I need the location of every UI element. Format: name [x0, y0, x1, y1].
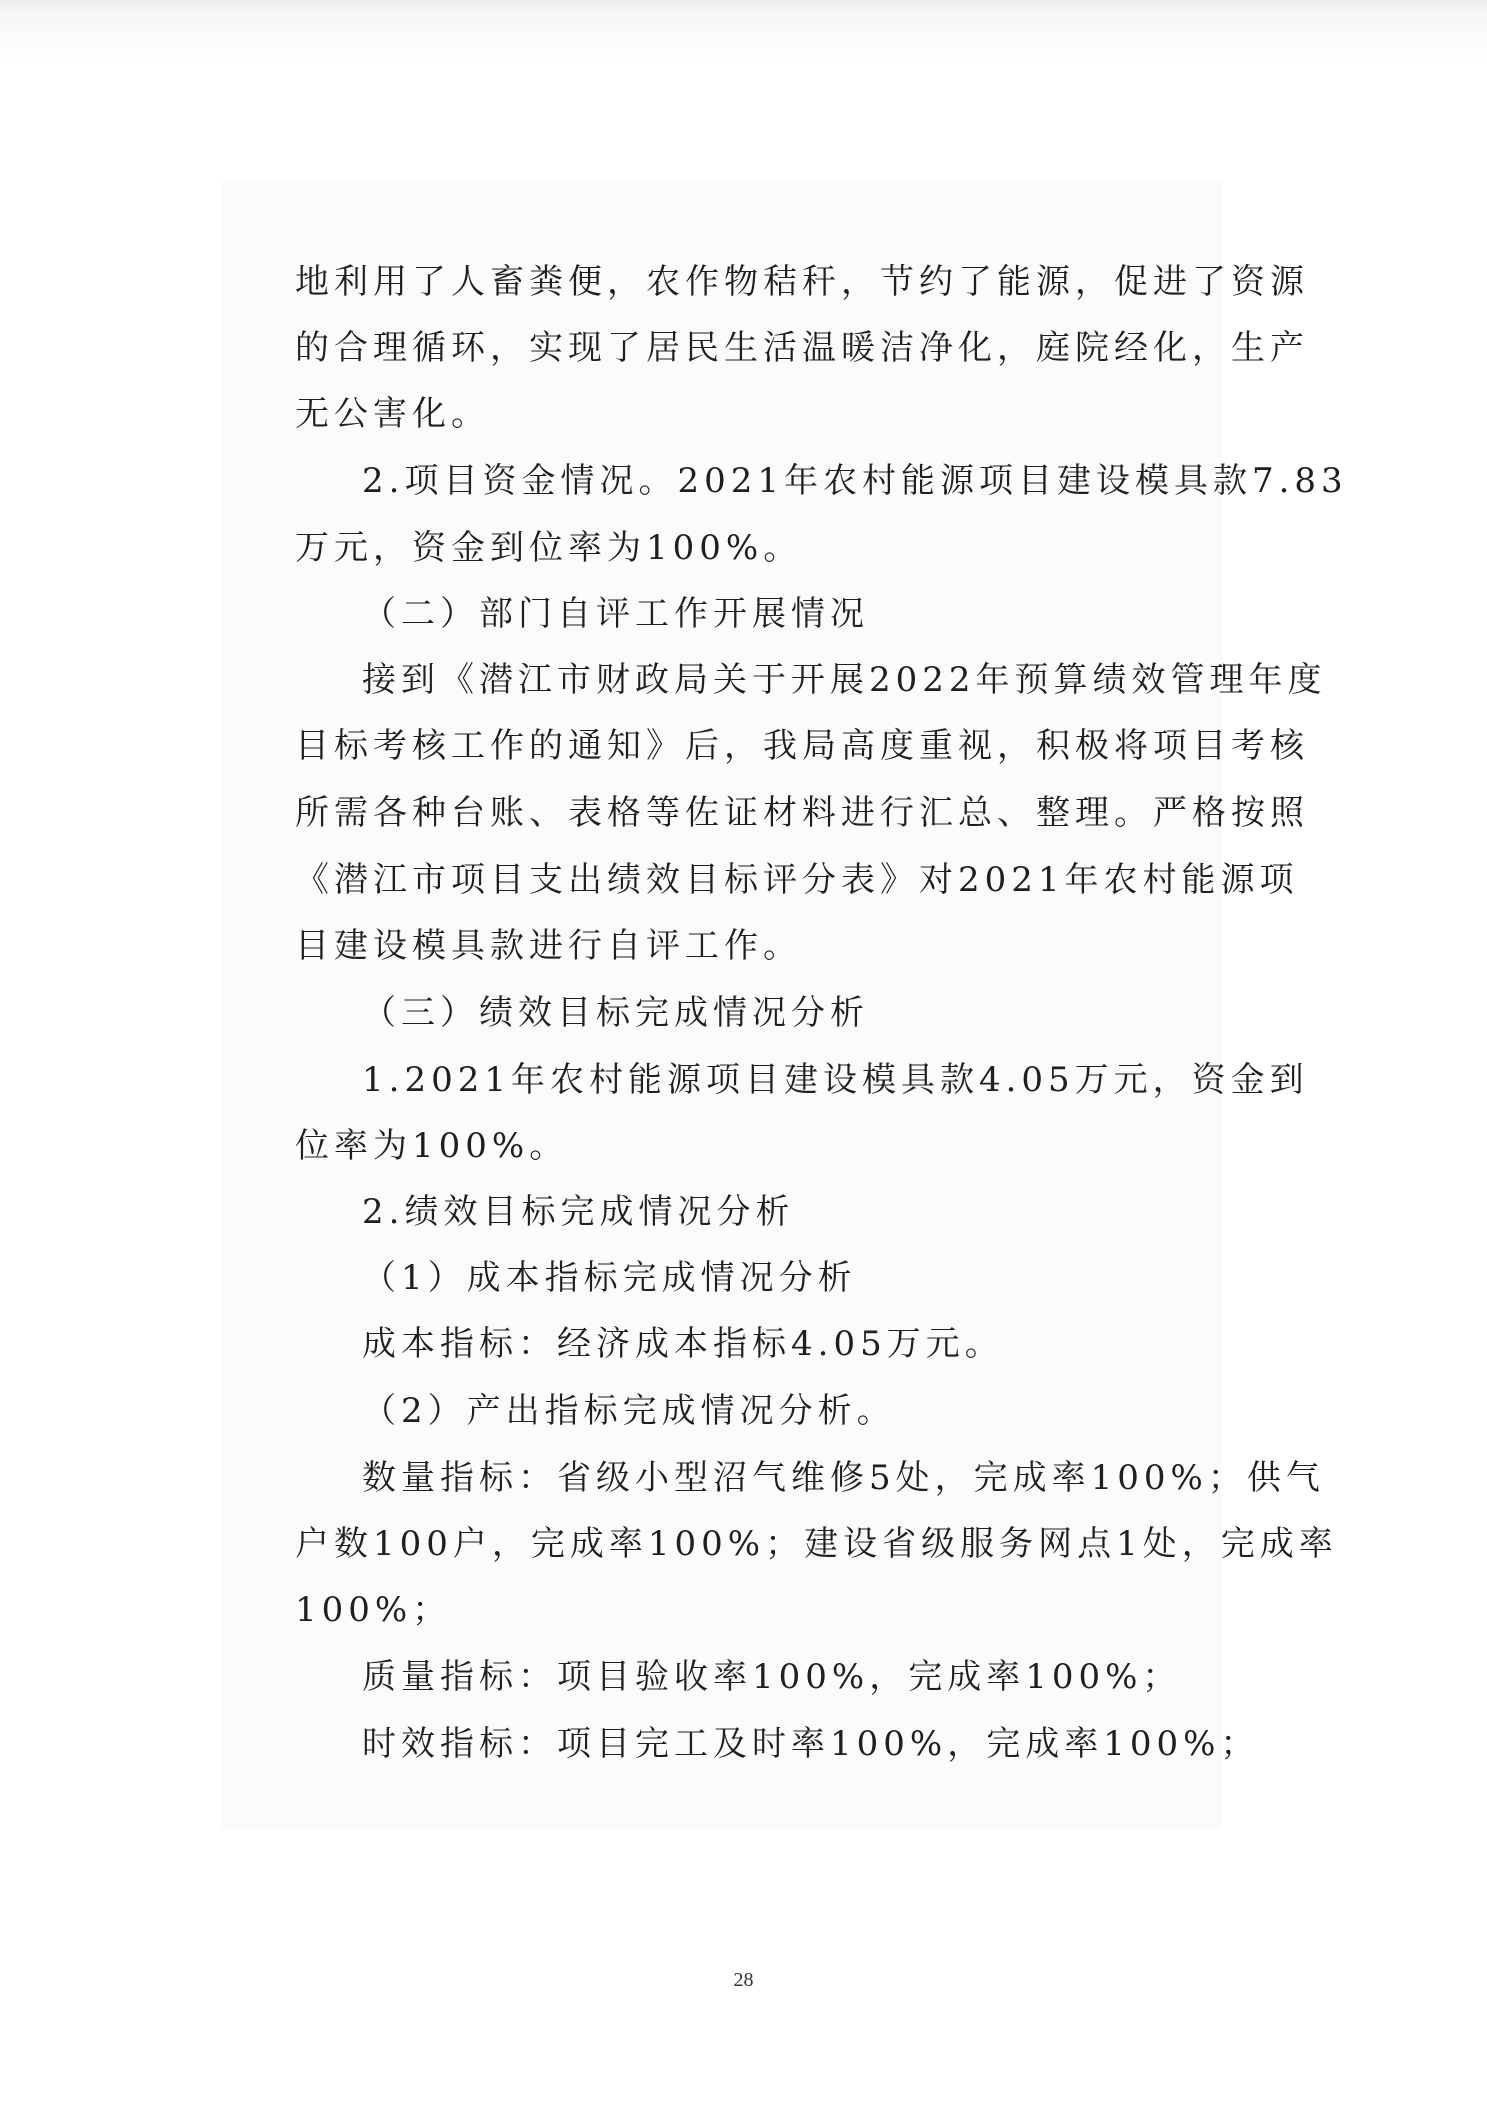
- section-heading: （二）部门自评工作开展情况: [362, 594, 869, 634]
- text-line: 位率为100%。: [295, 1126, 569, 1166]
- text-line: 万元，资金到位率为100%。: [295, 528, 803, 568]
- text-line: 100%；: [295, 1590, 452, 1630]
- section-heading: （三）绩效目标完成情况分析: [362, 993, 869, 1033]
- page-number: 28: [733, 1969, 754, 1991]
- text-line: 地利用了人畜粪便，农作物秸秆，节约了能源，促进了资源: [295, 262, 1309, 302]
- text-line: 成本指标：经济成本指标4.05万元。: [362, 1324, 1004, 1364]
- sub-heading: （2）产出指标完成情况分析。: [362, 1391, 896, 1431]
- text-line: 接到《潜江市财政局关于开展2022年预算绩效管理年度: [362, 660, 1327, 700]
- text-line: 目标考核工作的通知》后，我局高度重视，积极将项目考核: [295, 726, 1309, 766]
- text-line: 无公害化。: [295, 394, 490, 434]
- text-line: 目建设模具款进行自评工作。: [295, 926, 802, 966]
- text-line: 数量指标：省级小型沼气维修5处，完成率100%；供气: [362, 1458, 1325, 1498]
- text-line: 《潜江市项目支出绩效目标评分表》对2021年农村能源项: [295, 860, 1299, 900]
- text-line: 2.项目资金情况。2021年农村能源项目建设模具款7.83: [362, 461, 1348, 501]
- text-line: 所需各种台账、表格等佐证材料进行汇总、整理。严格按照: [295, 793, 1309, 833]
- text-line: 2.绩效目标完成情况分析: [362, 1192, 795, 1232]
- text-line: 质量指标：项目验收率100%，完成率100%；: [362, 1657, 1182, 1697]
- sub-heading: （1）成本指标完成情况分析: [362, 1258, 857, 1298]
- text-line: 1.2021年农村能源项目建设模具款4.05万元，资金到: [362, 1060, 1309, 1100]
- text-line: 时效指标：项目完工及时率100%，完成率100%；: [362, 1724, 1260, 1764]
- text-line: 的合理循环，实现了居民生活温暖洁净化，庭院经化，生产: [295, 328, 1309, 368]
- text-line: 户数100户，完成率100%；建设省级服务网点1处，完成率: [295, 1524, 1338, 1564]
